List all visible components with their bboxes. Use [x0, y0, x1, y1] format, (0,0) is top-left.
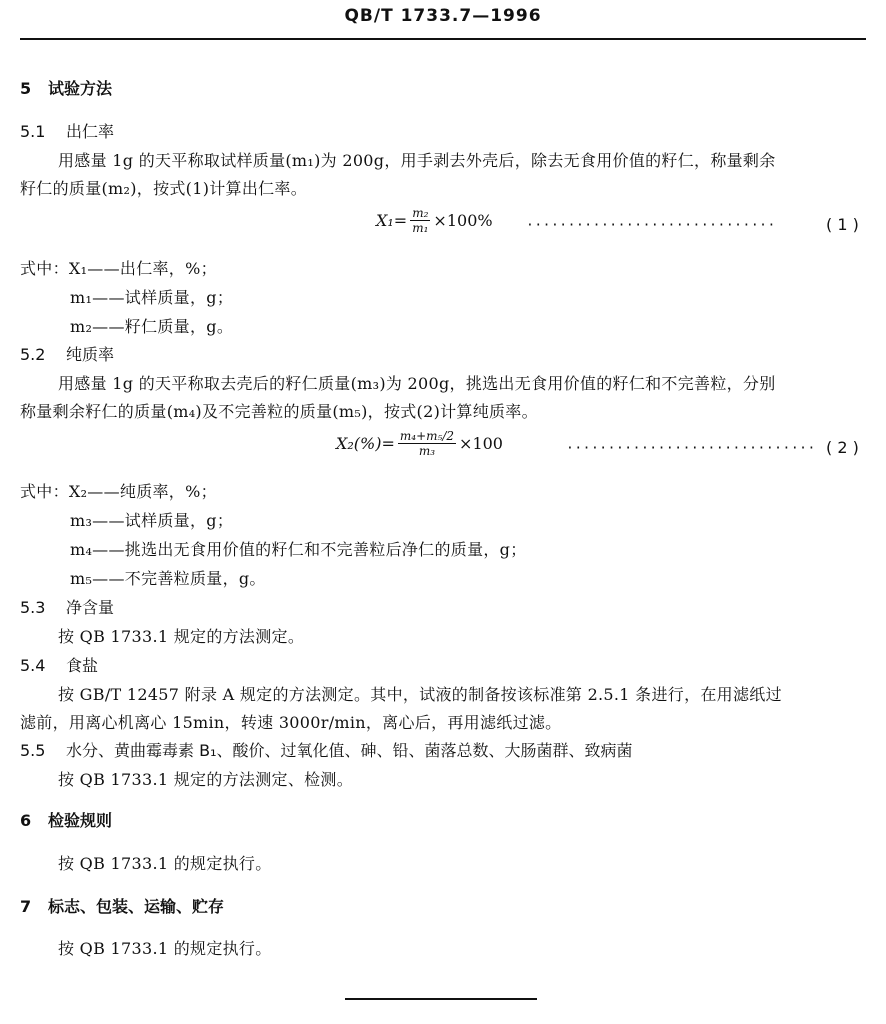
formula-2-rhs: ×100: [459, 434, 503, 453]
section-7-title: 标志、包装、运输、贮存: [48, 897, 225, 916]
section-5-2-number: 5.2: [20, 345, 46, 364]
section-5-2-para-line-1: 用感量 1g 的天平称取去壳后的籽仁质量(m₃)为 200g，挑选出无食用价值的籽仁和不完善粒，分别: [58, 374, 776, 393]
formula-1-lhs: X₁=: [376, 211, 408, 230]
section-5-4-number: 5.4: [20, 656, 46, 675]
where-x2: 式中：X₂——纯质率，%；: [20, 482, 217, 501]
end-rule: [345, 998, 537, 1000]
section-5-number: 5: [20, 79, 32, 98]
section-5-5-heading: [20, 738, 632, 761]
section-5-4-heading: [20, 653, 98, 676]
section-5-4-title: 食盐: [66, 656, 99, 675]
section-5-5-number: 5.5: [20, 741, 46, 760]
where-m3: m₃——试样质量，g；: [70, 511, 234, 530]
section-7-para: 按 QB 1733.1 的规定执行。: [58, 939, 272, 958]
formula-1-rhs: ×100%: [433, 211, 493, 230]
section-5-4-para-line-2: 滤前，用离心机离心 15min，转速 3000r/min，离心后，再用滤纸过滤。: [20, 713, 562, 732]
section-5-2-title: 纯质率: [66, 345, 115, 364]
formula-2-leader-dots: ······························: [566, 441, 816, 456]
formula-1: [376, 206, 493, 235]
section-5-title: 试验方法: [48, 79, 113, 98]
section-5-3-para: 按 QB 1733.1 规定的方法测定。: [58, 627, 305, 646]
formula-2-fraction: [398, 429, 456, 458]
section-6-para: 按 QB 1733.1 的规定执行。: [58, 854, 272, 873]
section-5-1-heading: [20, 119, 114, 142]
formula-1-number: ( 1 ): [826, 215, 859, 234]
section-5-heading: [20, 76, 112, 99]
section-5-3-number: 5.3: [20, 598, 46, 617]
where-m5: m₅——不完善粒质量，g。: [70, 569, 266, 588]
section-5-5-para: 按 QB 1733.1 规定的方法测定、检测。: [58, 770, 354, 789]
section-5-1-title: 出仁率: [66, 122, 115, 141]
where-m1: m₁——试样质量，g；: [70, 288, 234, 307]
section-5-1-para-line-2: 籽仁的质量(m₂)，按式(1)计算出仁率。: [20, 179, 308, 198]
formula-1-denominator: m₁: [412, 221, 429, 235]
section-5-1-para-line-1: 用感量 1g 的天平称取试样质量(m₁)为 200g，用手剥去外壳后，除去无食用价值的籽仁，称量剩余: [58, 151, 776, 170]
formula-2-number: ( 2 ): [826, 438, 859, 457]
formula-1-numerator: m₂: [412, 206, 429, 220]
section-5-2-para-line-2: 称量剩余籽仁的质量(m₄)及不完善粒的质量(m₅)，按式(2)计算纯质率。: [20, 402, 538, 421]
where-m2: m₂——籽仁质量，g。: [70, 317, 234, 336]
section-6-title: 检验规则: [48, 811, 113, 830]
formula-2-denominator: m₃: [418, 444, 436, 458]
section-5-2-heading: [20, 342, 114, 365]
formula-2: [336, 429, 503, 458]
where-m4: m₄——挑选出无食用价值的籽仁和不完善粒后净仁的质量，g；: [70, 540, 527, 559]
section-5-4-para-line-1: 按 GB/T 12457 附录 A 规定的方法测定。其中，试液的制备按该标准第 2.5.1 条进行，在用滤纸过: [58, 685, 782, 704]
header-rule: [20, 38, 866, 40]
formula-2-lhs: X₂(%)=: [336, 434, 395, 453]
section-7-heading: [20, 894, 224, 917]
section-6-number: 6: [20, 811, 32, 830]
section-6-heading: [20, 808, 112, 831]
formula-1-leader-dots: ······························: [526, 218, 776, 233]
formula-2-numerator: m₄+m₅/2: [399, 429, 455, 443]
section-5-1-number: 5.1: [20, 122, 46, 141]
section-7-number: 7: [20, 897, 32, 916]
document-code-header: QB/T 1733.7—1996: [344, 6, 542, 26]
section-5-5-title: 水分、黄曲霉毒素 B₁、酸价、过氧化值、砷、铅、菌落总数、大肠菌群、致病菌: [66, 741, 633, 760]
section-5-3-title: 净含量: [66, 598, 115, 617]
formula-1-fraction: [410, 206, 430, 235]
where-x1: 式中：X₁——出仁率，%；: [20, 259, 217, 278]
section-5-3-heading: [20, 595, 114, 618]
